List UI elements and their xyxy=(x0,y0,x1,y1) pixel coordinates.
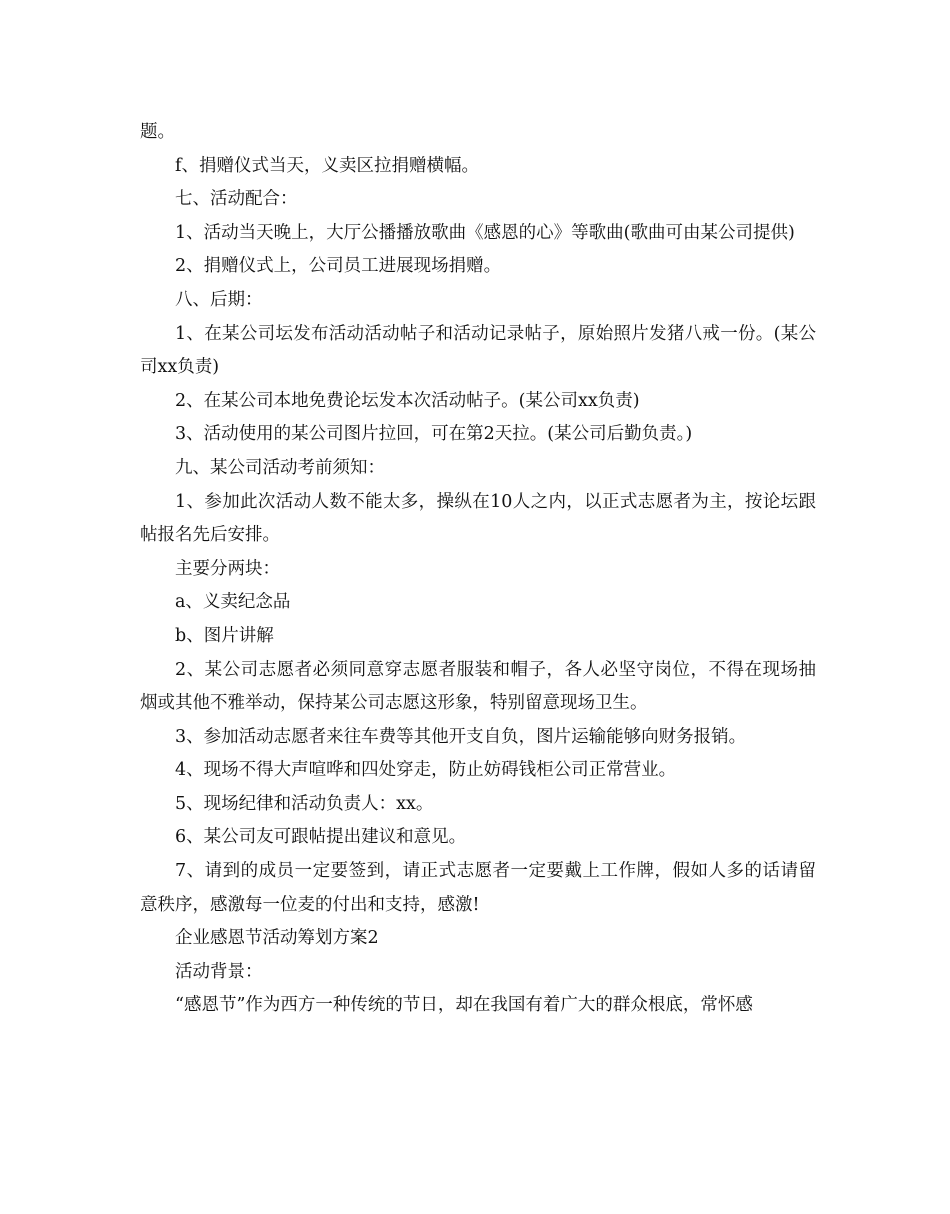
paragraph-item-9-1: 1、参加此次活动人数不能太多，操纵在10人之内，以正式志愿者为主，按论坛跟帖报名先后安排。 xyxy=(140,491,816,546)
paragraph-item-8-3: 3、活动使用的某公司图片拉回，可在第2天拉。(某公司后勤负责。) xyxy=(175,424,693,445)
paragraph-item-b: b、图片讲解 xyxy=(175,625,274,646)
paragraph-item-8-2: 2、在某公司本地免费论坛发本次活动帖子。(某公司xx负责) xyxy=(175,390,640,411)
section-heading-7: 七、活动配合： xyxy=(175,189,298,210)
section-heading-background: 活动背景： xyxy=(175,961,263,982)
section-heading-8: 八、后期： xyxy=(175,289,263,310)
paragraph-item-8-1: 1、在某公司坛发布活动活动帖子和活动记录帖子，原始照片发猪八戒一份。(某公司xx负责) xyxy=(140,323,816,378)
paragraph-continuation: 题。 xyxy=(140,122,175,142)
paragraph-subheading: 主要分两块： xyxy=(175,558,280,579)
paragraph-item-9-3: 3、参加活动志愿者来往车费等其他开支自负，图片运输能够向财务报销。 xyxy=(175,726,747,747)
paragraph-item-f: f、捐赠仪式当天，义卖区拉捐赠横幅。 xyxy=(175,155,479,176)
paragraph-item-9-6: 6、某公司友可跟帖提出建议和意见。 xyxy=(175,827,467,848)
paragraph-item-9-4: 4、现场不得大声喧哗和四处穿走，防止妨碍钱柜公司正常营业。 xyxy=(175,760,677,781)
paragraph-background-text: “感恩节”作为西方一种传统的节日，却在我国有着广大的群众根底，常怀感 xyxy=(175,995,753,1016)
section-heading-9: 九、某公司活动考前须知： xyxy=(175,457,385,478)
paragraph-item-a: a、义卖纪念品 xyxy=(175,592,291,613)
document-body xyxy=(140,116,816,1023)
paragraph-item-9-2: 2、某公司志愿者必须同意穿志愿者服装和帽子，各人必坚守岗位，不得在现场抽烟或其他不雅举动，保持某公司志愿这形象，特别留意现场卫生。 xyxy=(140,659,816,714)
paragraph-item-7-2: 2、捐赠仪式上，公司员工进展现场捐赠。 xyxy=(175,256,502,277)
paragraph-item-9-7: 7、请到的成员一定要签到，请正式志愿者一定要戴上工作牌，假如人多的话请留意秩序，感激每一位麦的付出和支持，感激! xyxy=(140,861,816,915)
paragraph-item-7-1: 1、活动当天晚上，大厅公播播放歌曲《感恩的心》等歌曲(歌曲可由某公司提供) xyxy=(175,222,795,243)
paragraph-item-9-5: 5、现场纪律和活动负责人：xx。 xyxy=(175,793,434,814)
document-title-2: 企业感恩节活动筹划方案2 xyxy=(175,928,379,949)
